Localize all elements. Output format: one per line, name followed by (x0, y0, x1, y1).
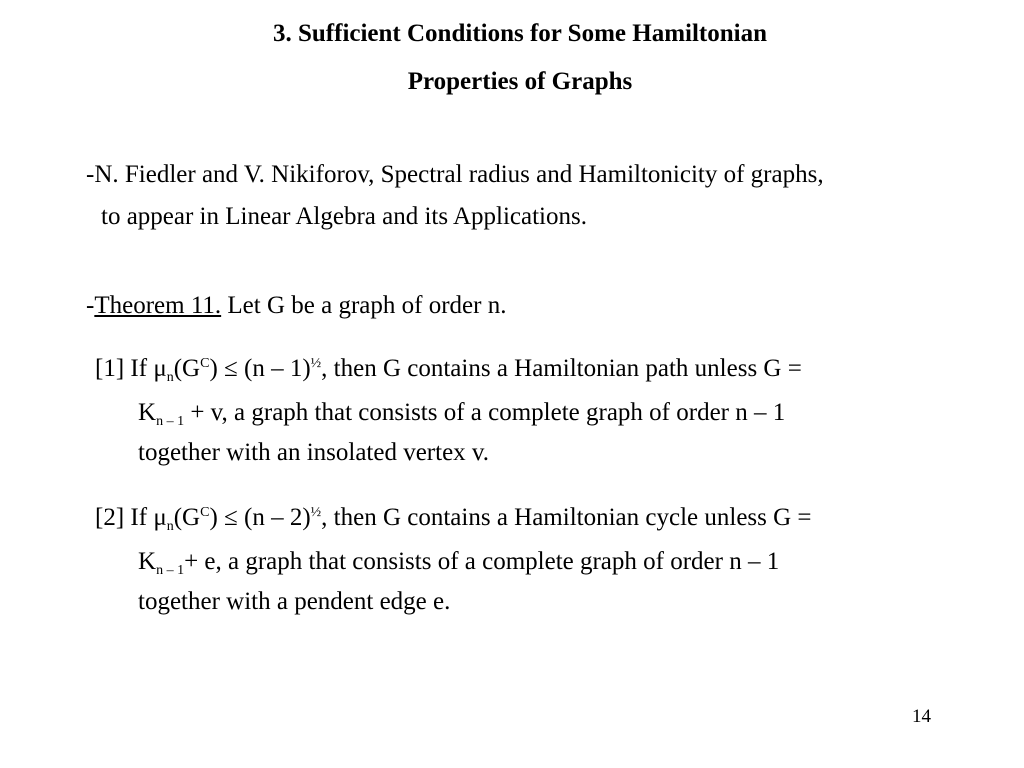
item-2-k-subscript: n – 1 (156, 563, 185, 578)
item-2-prefix: [2] If (95, 504, 154, 531)
item-2-condition: ) ≤ (n – 2) (209, 504, 311, 531)
item-2-mu: μ (153, 504, 167, 531)
item-1-line-3: together with an insolated vertex v. (138, 439, 490, 466)
item-2-complement-superscript: C (200, 505, 210, 520)
item-2-g-open: (G (173, 504, 201, 531)
item-1-mu-subscript: n (166, 370, 174, 385)
reference-line-2: to appear in Linear Algebra and its Applications. (101, 203, 587, 230)
item-2-mu-subscript: n (166, 519, 174, 534)
reference-line-1: -N. Fiedler and V. Nikiforov, Spectral radius and Hamiltonicity of graphs, (86, 161, 824, 188)
item-1-g-open: (G (173, 355, 201, 382)
item-1-line-2 (138, 398, 785, 428)
item-1-prefix: [1] If (95, 355, 154, 382)
item-1-complement-superscript: C (200, 356, 210, 371)
slide-title-line-2: Properties of Graphs (407, 68, 633, 95)
item-1-line-2-rest: + v, a graph that consists of a complete graph of order n – 1 (184, 399, 786, 426)
item-1-conclusion: , then G contains a Hamiltonian path unless G = (321, 355, 802, 382)
item-2-k: K (138, 548, 157, 575)
item-2-line-2 (138, 547, 779, 577)
item-2-line-2-rest: + e, a graph that consists of a complete graph of order n – 1 (184, 548, 780, 575)
item-2-half-exponent: ½ (310, 505, 322, 520)
item-1-line-1 (95, 354, 802, 384)
item-2-conclusion: , then G contains a Hamiltonian cycle unless G = (321, 504, 812, 531)
item-1-k-subscript: n – 1 (156, 414, 185, 429)
theorem-dash: - (86, 292, 95, 319)
slide-title-line-1: 3. Sufficient Conditions for Some Hamiltonian (272, 20, 768, 47)
item-1-k: K (138, 399, 157, 426)
theorem-statement: Let G be a graph of order n. (221, 292, 507, 319)
page-number: 14 (912, 706, 931, 727)
item-1-half-exponent: ½ (310, 356, 322, 371)
item-1-condition: ) ≤ (n – 1) (209, 355, 311, 382)
item-1-mu: μ (153, 355, 167, 382)
item-2-line-3: together with a pendent edge e. (138, 588, 451, 615)
theorem-label: Theorem 11. (94, 292, 222, 319)
theorem-line (86, 291, 506, 321)
item-2-line-1 (95, 503, 812, 533)
